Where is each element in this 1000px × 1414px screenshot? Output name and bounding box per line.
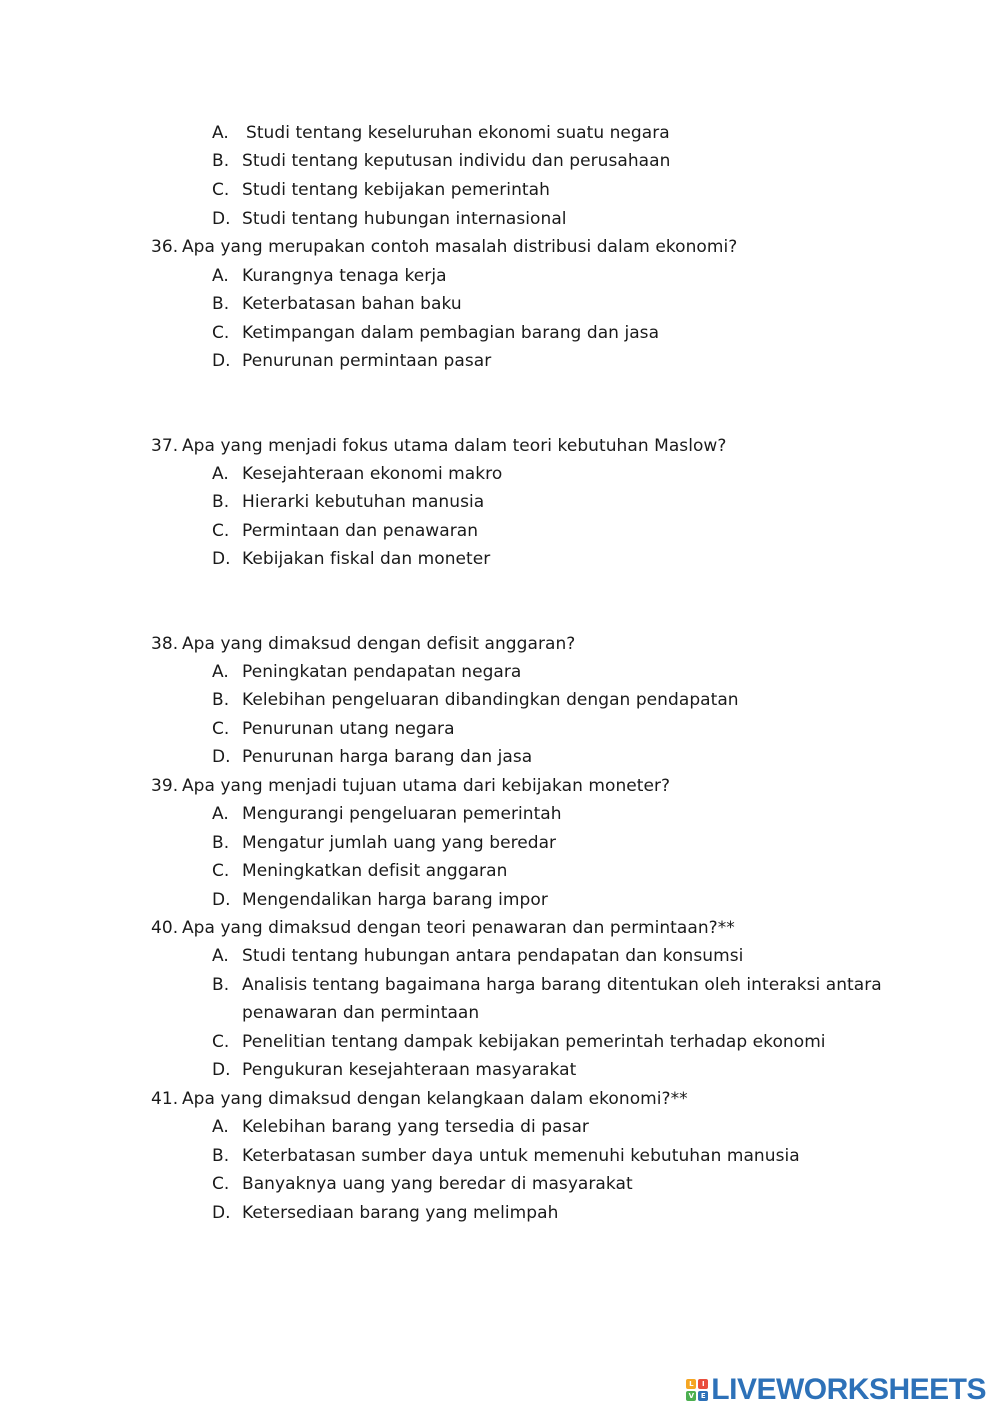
option-text: Ketimpangan dalam pembagian barang dan jasa [242, 323, 660, 343]
option-text: Peningkatan pendapatan negara [242, 662, 522, 682]
option-row [0, 886, 1000, 914]
question-number: 41. [151, 1089, 179, 1109]
option-row [0, 1199, 1000, 1227]
option-row [0, 658, 1000, 686]
question-text: Apa yang dimaksud dengan kelangkaan dalam ekonomi?** [182, 1089, 688, 1109]
option-row [0, 800, 1000, 828]
option-letter: B. [212, 1146, 230, 1166]
question-number: 37. [151, 436, 179, 456]
question-40 [0, 914, 1000, 942]
logo-square-l: L [686, 1379, 696, 1389]
option-row [0, 488, 1000, 516]
liveworksheets-logo[interactable] [686, 1372, 986, 1408]
liveworksheets-icon [686, 1379, 708, 1401]
option-row [0, 290, 1000, 318]
logo-square-v: V [686, 1391, 696, 1401]
option-text: Hierarki kebutuhan manusia [242, 492, 485, 512]
option-letter: C. [212, 1174, 230, 1194]
option-row [0, 319, 1000, 347]
question-text: Apa yang dimaksud dengan teori penawaran dan permintaan?** [182, 918, 735, 938]
option-text: Mengurangi pengeluaran pemerintah [242, 804, 562, 824]
option-text: Keterbatasan bahan baku [242, 294, 462, 314]
liveworksheets-wordmark: LIVEWORKSHEETS [711, 1373, 986, 1406]
option-letter: D. [212, 1060, 231, 1080]
option-text: Kelebihan barang yang tersedia di pasar [242, 1117, 589, 1137]
option-letter: D. [212, 209, 231, 229]
option-row [0, 1056, 1000, 1084]
question-37 [0, 432, 1000, 460]
option-text: Mengendalikan harga barang impor [242, 890, 548, 910]
question-38 [0, 630, 1000, 658]
option-letter: C. [212, 180, 230, 200]
question-39 [0, 772, 1000, 800]
option-letter: A. [212, 804, 229, 824]
option-text: Keterbatasan sumber daya untuk memenuhi kebutuhan manusia [242, 1146, 800, 1166]
option-text: Meningkatkan defisit anggaran [242, 861, 508, 881]
option-text: Penelitian tentang dampak kebijakan pemerintah terhadap ekonomi [242, 1032, 826, 1052]
option-text: Analisis tentang bagaimana harga barang ditentukan oleh interaksi antara [242, 975, 882, 995]
question-number: 40. [151, 918, 179, 938]
option-row [0, 517, 1000, 545]
option-letter: A. [212, 662, 229, 682]
question-text: Apa yang merupakan contoh masalah distribusi dalam ekonomi? [182, 237, 738, 257]
option-letter: D. [212, 351, 231, 371]
option-text: Penurunan utang negara [242, 719, 455, 739]
option-row-continuation [0, 999, 1000, 1027]
question-number: 39. [151, 776, 179, 796]
question-number: 38. [151, 634, 179, 654]
option-row [0, 176, 1000, 204]
option-row [0, 1170, 1000, 1198]
option-text: Kesejahteraan ekonomi makro [242, 464, 503, 484]
option-text: Mengatur jumlah uang yang beredar [242, 833, 557, 853]
option-text: Studi tentang hubungan antara pendapatan dan konsumsi [242, 946, 744, 966]
question-text: Apa yang menjadi tujuan utama dari kebijakan moneter? [182, 776, 671, 796]
option-row [0, 1142, 1000, 1170]
option-letter: C. [212, 719, 230, 739]
option-row [0, 857, 1000, 885]
option-row [0, 460, 1000, 488]
option-text: Studi tentang keputusan individu dan perusahaan [242, 151, 671, 171]
option-row [0, 119, 1000, 147]
option-letter: D. [212, 747, 231, 767]
option-letter: B. [212, 975, 230, 995]
option-row [0, 1113, 1000, 1141]
option-letter: B. [212, 690, 230, 710]
option-letter: A. [212, 123, 229, 143]
option-text: Studi tentang kebijakan pemerintah [242, 180, 550, 200]
option-row [0, 829, 1000, 857]
question-36 [0, 233, 1000, 261]
option-letter: A. [212, 266, 229, 286]
option-text: Kebijakan fiskal dan moneter [242, 549, 491, 569]
option-text: Penurunan harga barang dan jasa [242, 747, 533, 767]
option-letter: D. [212, 890, 231, 910]
option-row [0, 743, 1000, 771]
option-row [0, 942, 1000, 970]
option-text: Penurunan permintaan pasar [242, 351, 492, 371]
option-text: Studi tentang keseluruhan ekonomi suatu negara [246, 123, 670, 143]
option-letter: A. [212, 946, 229, 966]
option-text-continuation: penawaran dan permintaan [242, 1003, 480, 1023]
option-row [0, 1028, 1000, 1056]
option-text: Banyaknya uang yang beredar di masyarakat [242, 1174, 633, 1194]
option-row [0, 545, 1000, 573]
question-41 [0, 1085, 1000, 1113]
option-text: Ketersediaan barang yang melimpah [242, 1203, 559, 1223]
option-row [0, 262, 1000, 290]
option-letter: C. [212, 861, 230, 881]
question-text: Apa yang dimaksud dengan defisit anggaran? [182, 634, 576, 654]
question-text: Apa yang menjadi fokus utama dalam teori kebutuhan Maslow? [182, 436, 727, 456]
option-text: Kurangnya tenaga kerja [242, 266, 447, 286]
option-row [0, 205, 1000, 233]
option-row [0, 147, 1000, 175]
option-letter: D. [212, 1203, 231, 1223]
option-letter: A. [212, 1117, 229, 1137]
option-text: Studi tentang hubungan internasional [242, 209, 567, 229]
option-row [0, 347, 1000, 375]
option-row [0, 715, 1000, 743]
option-letter: B. [212, 833, 230, 853]
option-letter: B. [212, 151, 230, 171]
logo-square-e: E [698, 1391, 708, 1401]
option-row [0, 686, 1000, 714]
logo-square-i: I [698, 1379, 708, 1389]
option-text: Pengukuran kesejahteraan masyarakat [242, 1060, 577, 1080]
option-letter: C. [212, 1032, 230, 1052]
option-letter: D. [212, 549, 231, 569]
option-letter: B. [212, 294, 230, 314]
option-letter: B. [212, 492, 230, 512]
option-letter: A. [212, 464, 229, 484]
option-letter: C. [212, 521, 230, 541]
question-number: 36. [151, 237, 179, 257]
option-row [0, 971, 1000, 999]
option-letter: C. [212, 323, 230, 343]
option-text: Permintaan dan penawaran [242, 521, 479, 541]
option-text: Kelebihan pengeluaran dibandingkan dengan pendapatan [242, 690, 739, 710]
